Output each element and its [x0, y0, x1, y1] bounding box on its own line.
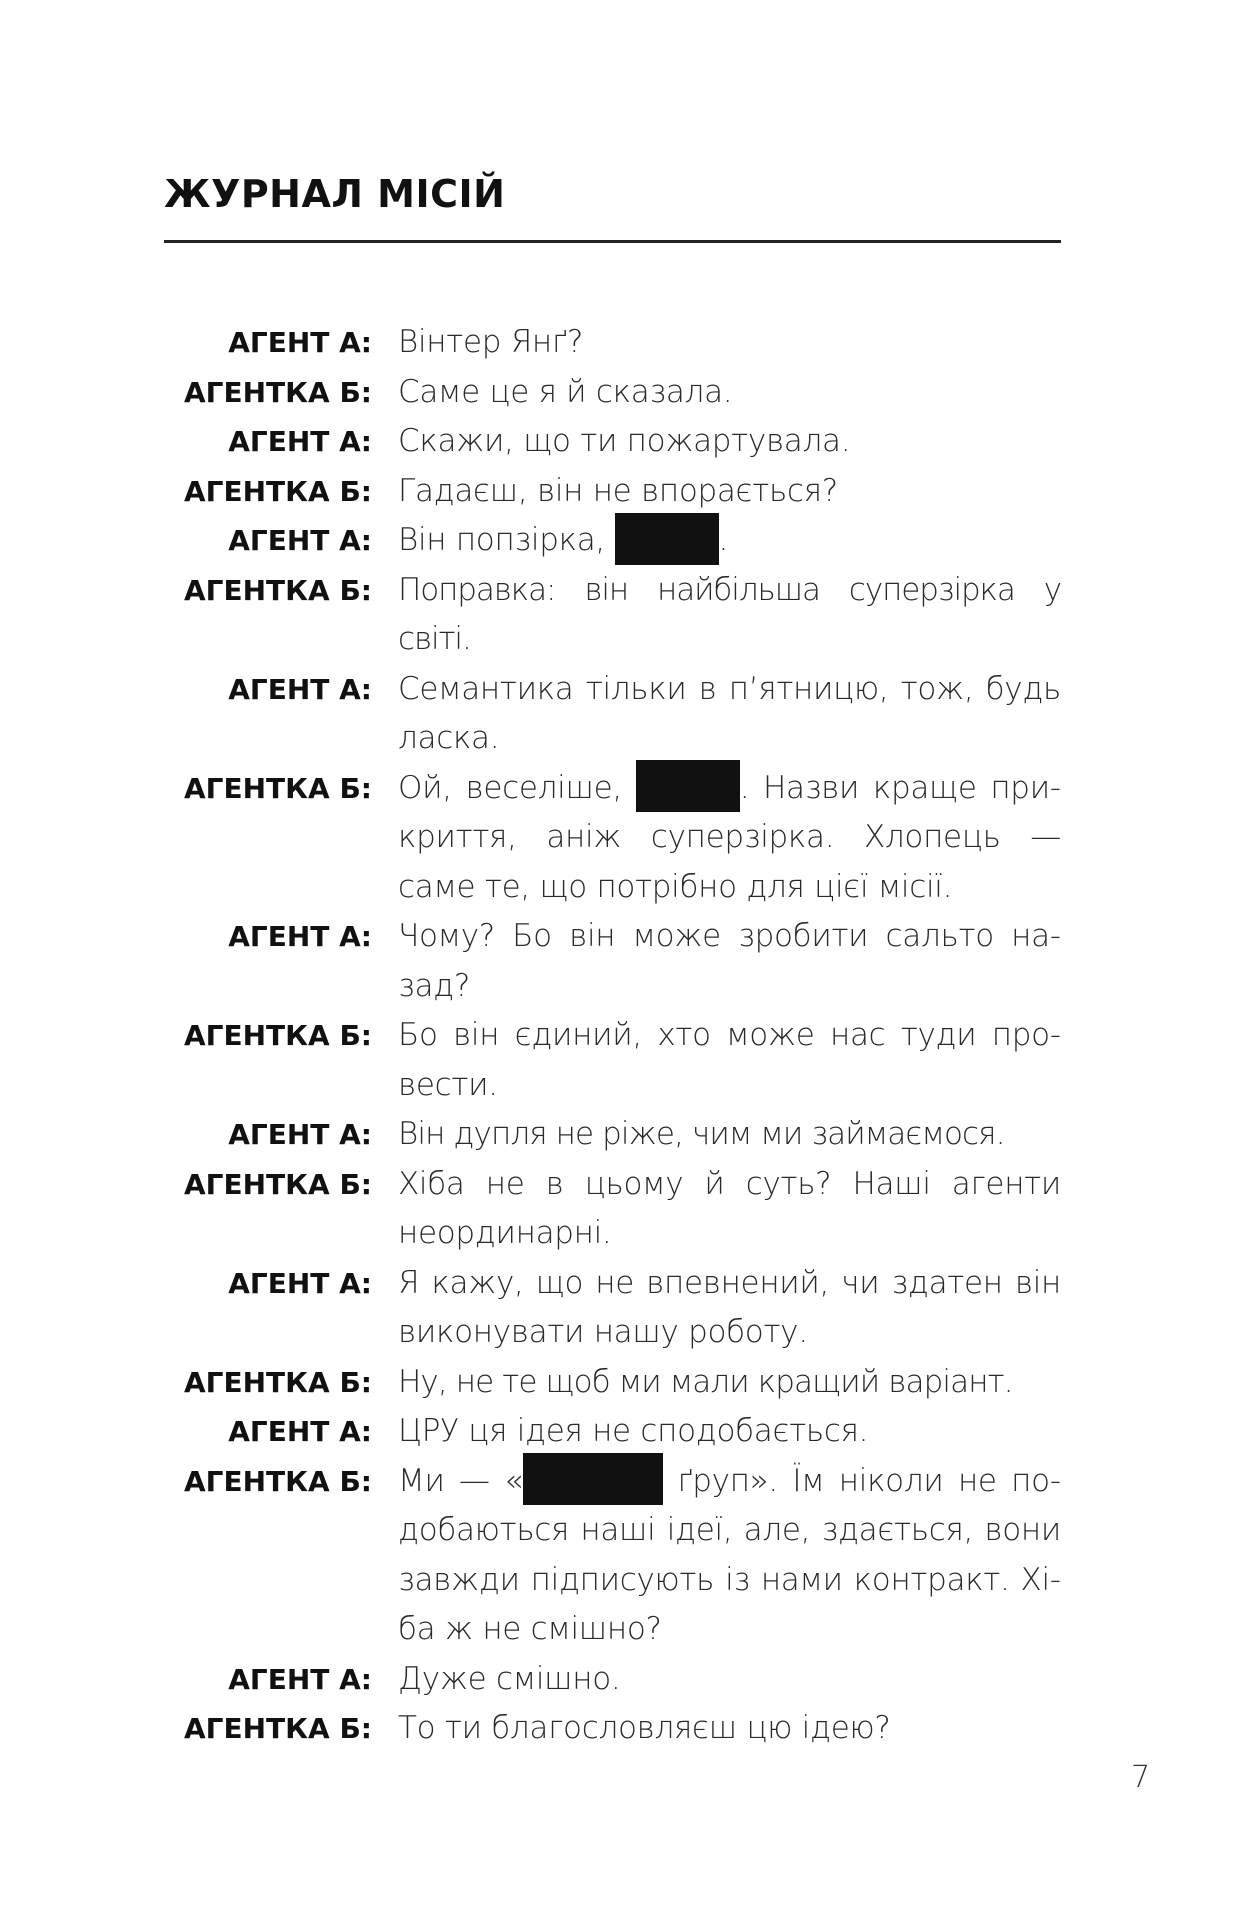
speaker-label: АГЕНТКА Б: — [183, 1365, 372, 1399]
dialogue-row — [164, 368, 1061, 418]
page-title: ЖУРНАЛ МІСІЙ — [164, 172, 506, 216]
dialogue-row — [164, 1704, 1061, 1754]
dialogue-line — [398, 516, 1061, 566]
line-text-before: Ой, веселіше, — [398, 769, 636, 806]
dialogue-line: Чому? Бо він може зробити сальто назад? — [398, 918, 1061, 1004]
dialogue-row — [164, 1358, 1061, 1408]
dialogue-line: Дуже смішно. — [398, 1660, 621, 1697]
dialogue-row — [164, 318, 1061, 368]
speaker-label: АГЕНТ А: — [228, 672, 372, 706]
redaction-block — [615, 513, 719, 565]
dialogue-line — [398, 764, 1061, 913]
dialogue-row — [164, 1160, 1061, 1259]
dialogue-line: Я кажу, що не впевнений, чи здатен він виконувати нашу роботу. — [398, 1264, 1061, 1350]
speaker-label: АГЕНТ А: — [228, 1118, 372, 1151]
speaker-label: АГЕНТКА Б: — [183, 1464, 372, 1498]
dialogue-row — [164, 1457, 1061, 1655]
dialogue-row — [164, 417, 1061, 467]
line-text-after: . — [718, 522, 729, 558]
line-text-after: ґруп». Їм ніколи не подобаються наші ідеї, але, здається, вони завжди підписують із нами контракт. Хіба ж не смішно? — [398, 1462, 1061, 1647]
dialogue-line: ЦРУ ця ідея не сподобається. — [398, 1413, 869, 1449]
dialogue-line: Він дупля не ріже, чим ми займаємося. — [398, 1116, 1005, 1152]
dialogue-row — [164, 1407, 1061, 1457]
dialogue-row — [164, 665, 1061, 764]
speaker-label: АГЕНТ А: — [228, 1662, 372, 1696]
dialogue-line — [398, 1457, 1061, 1655]
dialogue-row — [164, 1259, 1061, 1358]
dialogue-line: Семантика тільки в п’ятницю, тож, будь ласка. — [398, 670, 1061, 756]
speaker-label: АГЕНТКА Б: — [183, 1712, 372, 1745]
redaction-block — [636, 760, 740, 812]
dialogue-line: То ти благословляєш цю ідею? — [398, 1710, 891, 1746]
dialogue-line: Бо він єдиний, хто може нас туди провести. — [398, 1017, 1061, 1103]
dialogue-row — [164, 1011, 1061, 1110]
page-number: 7 — [1131, 1760, 1151, 1795]
dialogue-line: Скажи, що ти пожартувала. — [398, 423, 851, 459]
dialogue-row — [164, 1655, 1061, 1705]
dialogue-line: Саме це я й сказала. — [398, 373, 733, 410]
line-text-before: Ми — « — [398, 1462, 523, 1499]
speaker-label: АГЕНТКА Б: — [183, 573, 372, 607]
speaker-label: АГЕНТ А: — [228, 1415, 372, 1448]
dialogue-row — [164, 1110, 1061, 1160]
dialogue-row — [164, 566, 1061, 665]
dialogue-transcript — [164, 318, 1061, 1754]
dialogue-row — [164, 764, 1061, 913]
speaker-label: АГЕНТ А: — [228, 1266, 372, 1300]
speaker-label: АГЕНТ А: — [228, 326, 372, 359]
speaker-label: АГЕНТ А: — [228, 524, 372, 557]
speaker-label: АГЕНТКА Б: — [183, 375, 372, 409]
dialogue-row — [164, 467, 1061, 517]
speaker-label: АГЕНТ А: — [228, 920, 372, 953]
speaker-label: АГЕНТКА Б: — [183, 1019, 372, 1052]
dialogue-line: Ну, не те щоб ми мали кращий варіант. — [398, 1363, 1013, 1400]
dialogue-line: Гадаєш, він не впорається? — [398, 472, 838, 509]
speaker-label: АГЕНТКА Б: — [183, 1167, 372, 1201]
redaction-block — [523, 1453, 663, 1505]
dialogue-line: Вінтер Янґ? — [398, 324, 583, 360]
speaker-label: АГЕНТКА Б: — [183, 771, 372, 805]
line-text-after: . Назви краще прикриття, аніж суперзірка. Хлопець — саме те, що потрібно для цієї місії. — [398, 769, 1061, 905]
speaker-label: АГЕНТКА Б: — [183, 474, 372, 508]
dialogue-line: Хіба не в цьому й суть? Наші агенти неординарні. — [398, 1165, 1061, 1251]
dialogue-line: Поправка: він найбільша суперзірка у світі. — [398, 571, 1061, 657]
dialogue-row — [164, 516, 1061, 566]
speaker-label: АГЕНТ А: — [228, 425, 372, 458]
dialogue-row — [164, 912, 1061, 1011]
line-text-before: Він попзірка, — [398, 522, 615, 558]
title-divider — [164, 240, 1061, 243]
